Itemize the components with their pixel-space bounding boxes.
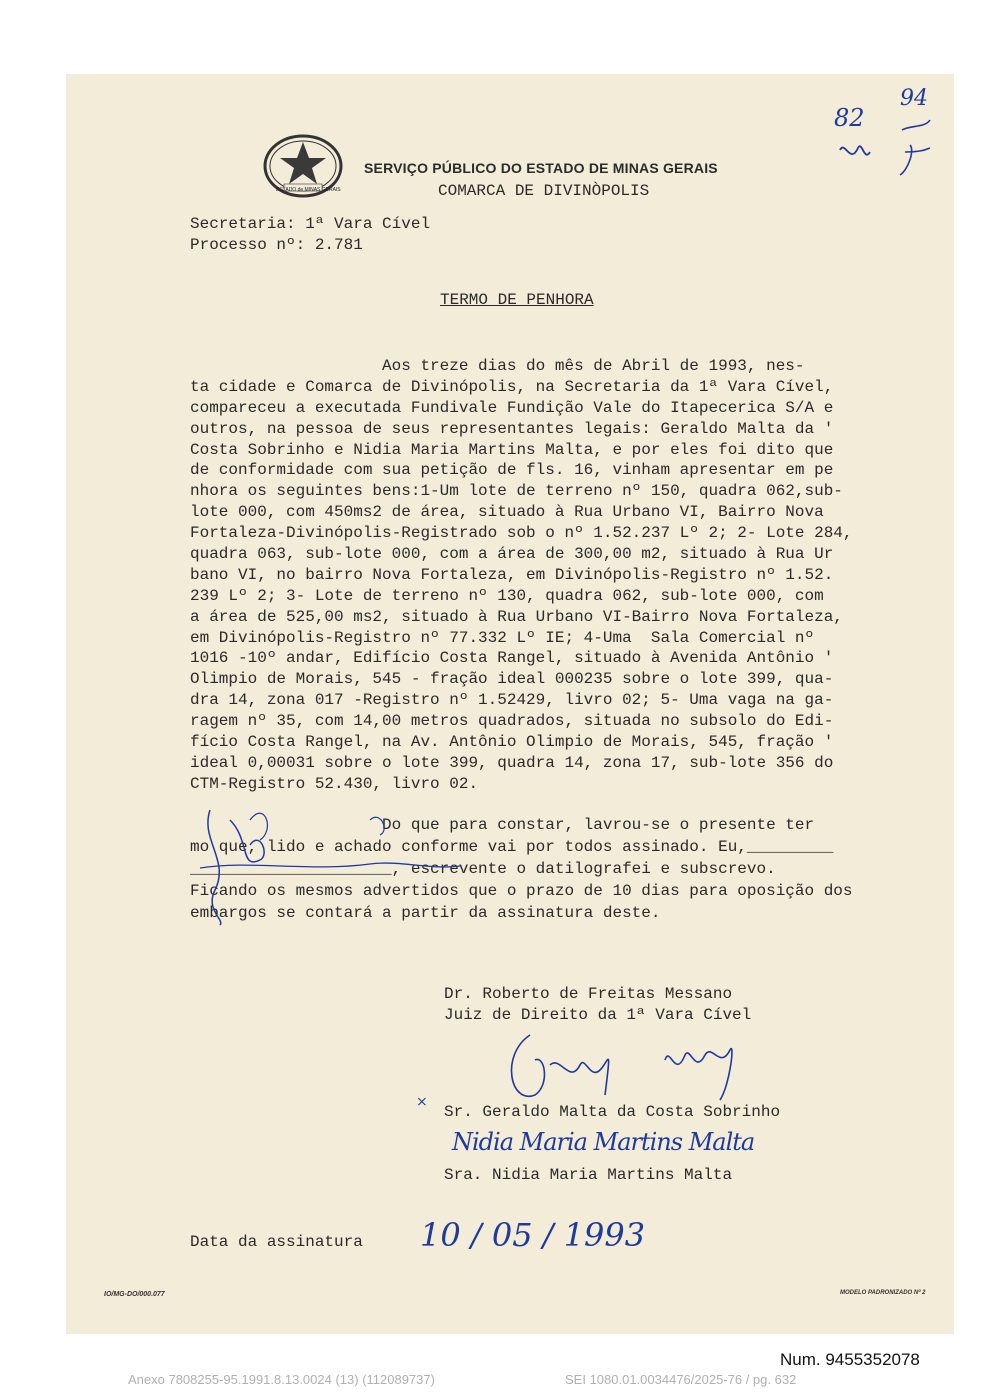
anexo-footer: Anexo 7808255-95.1991.8.13.0024 (13) (112089737) (128, 1372, 435, 1387)
body-line: Olimpio de Morais, 545 - fração ideal 000235 sobre o lote 399, qua- (190, 670, 834, 689)
body-line: dra 14, zona 017 -Registro nº 1.52429, livro 02; 5- Uma vaga na ga- (190, 691, 834, 710)
signature-date: 10 / 05 / 1993 (420, 1216, 646, 1254)
body-line: bano VI, no bairro Nova Fortaleza, em Divinópolis-Registro nº 1.52. (190, 565, 834, 584)
body-line: Aos treze dias do mês de Abril de 1993, nes- (190, 357, 805, 375)
margin-mark: × (416, 1094, 428, 1110)
closing-line: _____________________, escrevente o datilografei e subscrevo. (190, 860, 776, 878)
closing-line: mo que, lido e achado conforme vai por todos assinado. Eu,_________ (190, 838, 834, 856)
body-line: 1016 -10º andar, Edifício Costa Rangel, situado à Avenida Antônio ' (190, 649, 834, 668)
closing-line: Do que para constar, lavrou-se o presente ter (190, 816, 815, 834)
seal-caption: ESTADO de MINAS GERAIS (276, 187, 341, 193)
form-code: IO/MG-DO/000.077 (104, 1291, 165, 1298)
body-line: compareceu a executada Fundivale Fundição Vale do Itapecerica S/A e (190, 398, 834, 417)
body-line: outros, na pessoa de seus representantes legais: Geraldo Malta da ' (190, 419, 834, 438)
body-line: a área de 525,00 ms2, situado à Rua Urbano VI-Bairro Nova Fortaleza, (190, 607, 843, 626)
body-line: Costa Sobrinho e Nidia Maria Martins Malta, e por eles foi dito que (190, 440, 834, 459)
date-label: Data da assinatura (190, 1233, 363, 1251)
modelo-code: MODELO PADRONIZADO Nº 2 (840, 1290, 926, 1296)
body-line: 239 Lº 2; 3- Lote de terreno nº 130, quadra 062, sub-lote 000, com (190, 586, 824, 605)
sei-footer: SEI 1080.01.0034476/2025-76 / pg. 632 (565, 1372, 797, 1387)
signatory-geraldo: Sr. Geraldo Malta da Costa Sobrinho (444, 1103, 781, 1121)
body-line: de conformidade com sua petição de fls. 16, vinham apresentar em pe (190, 461, 834, 480)
signatory-nidia: Sra. Nidia Maria Martins Malta (444, 1166, 733, 1184)
body-line: ragem nº 35, com 14,00 metros quadrados, situada no subsolo do Edi- (190, 712, 834, 731)
header-service: SERVIÇO PÚBLICO DO ESTADO DE MINAS GERAIS (364, 160, 718, 176)
body-line: fício Costa Rangel, na Av. Antônio Olimpio de Morais, 545, fração ' (190, 733, 834, 752)
closing-line: embargos se contará a partir da assinatura deste. (190, 904, 661, 922)
page-number-handwritten: 82 (834, 104, 865, 132)
clerk-signature (190, 800, 470, 930)
body-text (190, 356, 853, 795)
folio-number-handwritten: 94 (900, 86, 928, 111)
body-line: ta cidade e Comarca de Divinópolis, na Secretaria da 1ª Vara Cível, (190, 377, 834, 396)
body-line: lote 000, com 450ms2 de área, situado à Rua Urbano VI, Bairro Nova (190, 503, 824, 522)
document-number: Num. 9455352078 (780, 1350, 920, 1369)
body-line: em Divinópolis-Registro nº 77.332 Lº IE; 4-Uma Sala Comercial nº (190, 628, 815, 647)
document-title: TERMO DE PENHORA (440, 291, 594, 309)
processo-line: Processo nº: 2.781 (190, 236, 363, 254)
header-comarca: COMARCA DE DIVINÒPOLIS (438, 182, 650, 200)
body-line: Fortaleza-Divinópolis-Registrado sob o nº 1.52.237 Lº 2; 2- Lote 284, (190, 524, 853, 543)
body-line: CTM-Registro 52.430, livro 02. (190, 774, 479, 793)
secretaria-line: Secretaria: 1ª Vara Cível (190, 215, 431, 233)
closing-line: Ficando os mesmos advertidos que o prazo de 10 dias para oposição dos (190, 882, 853, 900)
judge-name: Dr. Roberto de Freitas Messano (444, 985, 733, 1003)
geraldo-signature (490, 1025, 790, 1115)
body-line: quadra 063, sub-lote 000, com a área de 300,00 m2, situado à Rua Ur (190, 545, 834, 564)
judge-title: Juiz de Direito da 1ª Vara Cível (444, 1006, 752, 1024)
rubric-marks (830, 90, 940, 200)
nidia-signature: Nidia Maria Martins Malta (452, 1128, 755, 1156)
body-line: ideal 0,00031 sobre o lote 399, quadra 14, zona 17, sub-lote 356 do (190, 753, 834, 772)
body-line: nhora os seguintes bens:1-Um lote de terreno nº 150, quadra 062,sub- (190, 482, 843, 501)
